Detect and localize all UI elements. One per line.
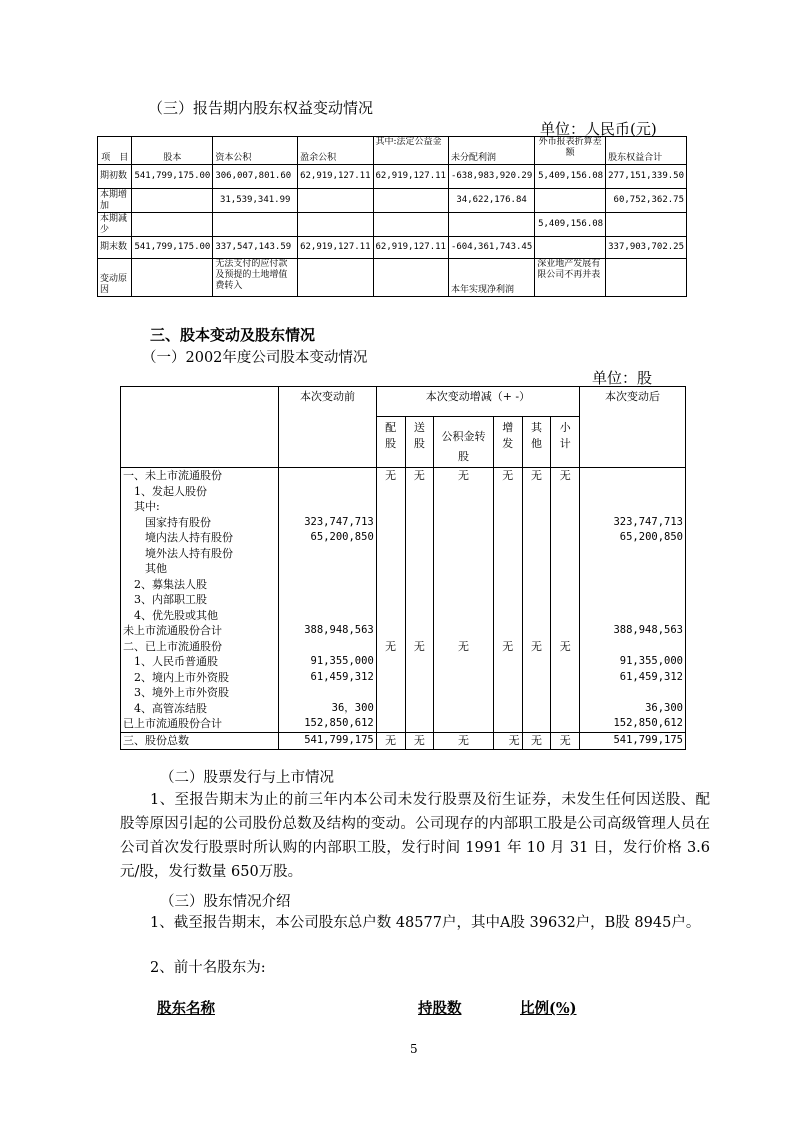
page-number: 5: [410, 1042, 418, 1056]
equity-cell: [535, 189, 606, 213]
share-row-flag: [405, 608, 434, 624]
share-row-flag: 无: [493, 639, 522, 655]
equity-row: [98, 237, 687, 259]
share-row-flag: 无: [522, 639, 551, 655]
share-row-flag: [376, 716, 405, 732]
share-row-flag: [434, 654, 494, 670]
total-before: 541,799,175: [279, 732, 377, 749]
share-row-flag: [522, 530, 551, 546]
share-row-flag: [376, 577, 405, 593]
share-row-label: 其中:: [121, 499, 279, 515]
share-row-label: 境内法人持有股份: [121, 530, 279, 546]
share-row-before: 65,200,850: [279, 530, 377, 546]
share-row-flag: [493, 484, 522, 500]
share-row: [121, 515, 686, 531]
share-row-flag: [551, 561, 580, 577]
share-row-flag: [405, 561, 434, 577]
header-before: 本次变动前: [279, 387, 377, 468]
share-row-before: [279, 499, 377, 515]
share-row-flag: [434, 685, 494, 701]
equity-cell: [373, 213, 448, 237]
share-row-flag: [493, 670, 522, 686]
share-row-flag: [405, 484, 434, 500]
share-row-flag: [434, 577, 494, 593]
share-row-label: 4、高管冻结股: [121, 701, 279, 717]
share-row-label: 2、募集法人股: [121, 577, 279, 593]
header-sub-reserve: [434, 417, 494, 468]
share-row-flag: [376, 546, 405, 562]
equity-row: [98, 165, 687, 189]
holders-top10-intro: 2、前十名股东为:: [150, 960, 266, 976]
share-row: [121, 468, 686, 484]
share-row-flag: [434, 608, 494, 624]
share-rows: [121, 468, 686, 733]
share-row-before: 91,355,000: [279, 654, 377, 670]
share-row-flag: [551, 499, 580, 515]
share-row-flag: [493, 685, 522, 701]
share-row-flag: [376, 654, 405, 670]
share-row-flag: [376, 499, 405, 515]
section3-subtitle: （一）2002年度公司股本变动情况: [142, 350, 368, 366]
share-row-flag: [493, 592, 522, 608]
share-row: [121, 561, 686, 577]
share-row-flag: [434, 561, 494, 577]
equity-cell: 62,919,127.11: [373, 237, 448, 259]
share-row-after: [580, 546, 686, 562]
share-row-flag: [522, 716, 551, 732]
share-row-after: 36,300: [580, 701, 686, 717]
share-row-label: 1、发起人股份: [121, 484, 279, 500]
equity-h7: 股东权益合计: [606, 137, 687, 165]
equity-h4: 其中:法定公益金: [373, 137, 448, 165]
share-row-flag: [434, 499, 494, 515]
share-row-label: 2、境内上市外资股: [121, 670, 279, 686]
share-row-flag: [405, 716, 434, 732]
equity-cell: [373, 259, 448, 297]
share-row-label: 3、境外上市外资股: [121, 685, 279, 701]
equity-row-label: 本期减少: [98, 213, 132, 237]
equity-cell: [606, 213, 687, 237]
share-row-flag: [522, 685, 551, 701]
equity-heading: （三）报告期内股东权益变动情况: [148, 99, 374, 117]
total-flag: 无: [493, 732, 522, 749]
equity-row-label: 期末数: [98, 237, 132, 259]
equity-h1: 股本: [132, 137, 213, 165]
equity-row-label: 本期增加: [98, 189, 132, 213]
share-row-flag: [405, 577, 434, 593]
share-row-before: [279, 685, 377, 701]
equity-row-label: 变动原因: [98, 259, 132, 297]
share-row: [121, 685, 686, 701]
share-row-flag: [376, 701, 405, 717]
header-change: 本次变动增减（+ -）: [376, 387, 579, 417]
equity-cell: 62,919,127.11: [298, 237, 373, 259]
share-row-flag: [522, 577, 551, 593]
share-row-label: 二、已上市流通股份: [121, 639, 279, 655]
equity-cell: [606, 259, 687, 297]
share-row-flag: 无: [551, 468, 580, 484]
share-row: [121, 484, 686, 500]
share-row-flag: [522, 623, 551, 639]
share-row-flag: [522, 484, 551, 500]
share-row-flag: [522, 561, 551, 577]
share-row-flag: [551, 670, 580, 686]
equity-table: [97, 136, 687, 297]
equity-row: [98, 213, 687, 237]
share-row: [121, 530, 686, 546]
share-row-flag: [551, 701, 580, 717]
equity-cell: 277,151,339.50: [606, 165, 687, 189]
share-row-after: [580, 592, 686, 608]
share-row-after: [580, 561, 686, 577]
total-flag: 无: [376, 732, 405, 749]
share-row-after: [580, 608, 686, 624]
share-row-flag: 无: [405, 468, 434, 484]
share-row-after: [580, 577, 686, 593]
share-row: [121, 577, 686, 593]
equity-cell: [132, 189, 213, 213]
share-row-before: [279, 608, 377, 624]
equity-cell: 306,007,801.60: [213, 165, 298, 189]
holders-paragraph: 1、截至报告期末，本公司股东总户数 48577户，其中A股 39632户，B股 8945户。: [150, 915, 701, 931]
share-row-flag: [551, 515, 580, 531]
share-row-flag: 无: [434, 639, 494, 655]
total-flag: 无: [551, 732, 580, 749]
share-row-flag: [493, 716, 522, 732]
share-row-label: 未上市流通股份合计: [121, 623, 279, 639]
share-row: [121, 608, 686, 624]
share-row-after: [580, 499, 686, 515]
total-flag: 无: [522, 732, 551, 749]
share-row-before: 36，300: [279, 701, 377, 717]
header-sub-text: 配股: [385, 421, 397, 450]
share-row-flag: 无: [522, 468, 551, 484]
share-row-flag: [493, 623, 522, 639]
share-row-after: 388,948,563: [580, 623, 686, 639]
equity-cell: 337,903,702.25: [606, 237, 687, 259]
share-row-flag: [405, 515, 434, 531]
equity-h5: 未分配利润: [448, 137, 534, 165]
header-sub-text: 增发: [502, 421, 514, 450]
equity-h2: 资本公积: [213, 137, 298, 165]
equity-cell: 541,799,175.00: [132, 237, 213, 259]
share-row-flag: [551, 592, 580, 608]
header-sub-issue: [493, 417, 522, 468]
section3-title: 三、股本变动及股东情况: [150, 326, 316, 344]
equity-cell: [373, 189, 448, 213]
share-row-flag: [522, 654, 551, 670]
header-sub-rights: [376, 417, 405, 468]
equity-cell: 无法支付的应付款及预提的土地增值费转入: [213, 259, 298, 297]
share-row-flag: [376, 670, 405, 686]
equity-h6: 外币报表折算差额: [535, 137, 606, 165]
equity-row-label: 期初数: [98, 165, 132, 189]
share-row: [121, 623, 686, 639]
share-row-flag: [376, 530, 405, 546]
equity-cell: 337,547,143.59: [213, 237, 298, 259]
equity-cell: 62,919,127.11: [373, 165, 448, 189]
share-row-flag: [493, 701, 522, 717]
share-row-flag: [493, 499, 522, 515]
share-row: [121, 592, 686, 608]
share-row-flag: [376, 592, 405, 608]
share-row-flag: [405, 623, 434, 639]
share-row-flag: [493, 515, 522, 531]
share-row-flag: [551, 623, 580, 639]
header-after: 本次变动后: [580, 387, 686, 468]
equity-cell: 5,409,156.08: [535, 213, 606, 237]
share-row-before: [279, 577, 377, 593]
share-row-flag: [405, 701, 434, 717]
share-row-flag: [405, 592, 434, 608]
share-row-before: 388,948,563: [279, 623, 377, 639]
share-row-flag: [434, 623, 494, 639]
share-row-after: [580, 468, 686, 484]
share-row-flag: [405, 546, 434, 562]
share-row-flag: [434, 592, 494, 608]
share-row-after: [580, 484, 686, 500]
equity-cell: 62,919,127.11: [298, 165, 373, 189]
header-sub-text: 其他: [530, 421, 542, 450]
share-row: [121, 499, 686, 515]
share-row-flag: [493, 530, 522, 546]
share-row-flag: [376, 608, 405, 624]
share-row-label: 国家持有股份: [121, 515, 279, 531]
share-row-flag: [434, 530, 494, 546]
share-row-flag: 无: [551, 639, 580, 655]
equity-cell: [298, 189, 373, 213]
share-row-flag: [376, 623, 405, 639]
share-row-after: [580, 639, 686, 655]
share-row-before: [279, 561, 377, 577]
share-row-flag: 无: [376, 639, 405, 655]
share-row: [121, 670, 686, 686]
share-row-flag: [405, 654, 434, 670]
total-flag: 无: [434, 732, 494, 749]
share-row-flag: [493, 577, 522, 593]
shares-unit: 单位：股: [592, 369, 653, 387]
share-row-flag: [551, 608, 580, 624]
equity-row: [98, 259, 687, 297]
share-row-flag: [551, 530, 580, 546]
share-row-before: 152,850,612: [279, 716, 377, 732]
share-row-before: [279, 468, 377, 484]
share-row: [121, 701, 686, 717]
share-row-flag: [522, 499, 551, 515]
total-after: 541,799,175: [580, 732, 686, 749]
share-row-flag: [493, 608, 522, 624]
share-row-flag: [405, 530, 434, 546]
share-row-label: 1、人民币普通股: [121, 654, 279, 670]
equity-unit: 单位：人民币(元): [540, 120, 657, 138]
share-row-after: 91,355,000: [580, 654, 686, 670]
share-row: [121, 654, 686, 670]
header-sub-text: 送股: [413, 421, 425, 450]
share-row-before: [279, 546, 377, 562]
equity-cell: -604,361,743.45: [448, 237, 534, 259]
col-ratio: 比例(%): [520, 1000, 577, 1017]
share-row-flag: [376, 515, 405, 531]
equity-h0: 项 目: [98, 137, 132, 165]
share-row-flag: [522, 701, 551, 717]
share-row-flag: [405, 670, 434, 686]
share-row-flag: 无: [405, 639, 434, 655]
share-row-flag: [522, 592, 551, 608]
header-sub-other: [522, 417, 551, 468]
share-row-flag: [551, 577, 580, 593]
share-row-flag: 无: [434, 468, 494, 484]
share-row-flag: [551, 654, 580, 670]
share-row-flag: [551, 484, 580, 500]
share-row: [121, 639, 686, 655]
share-row-flag: [551, 546, 580, 562]
share-row-after: 323,747,713: [580, 515, 686, 531]
col-holder-name: 股东名称: [157, 1000, 215, 1017]
share-row-flag: [522, 515, 551, 531]
equity-cell: [298, 213, 373, 237]
equity-cell: [448, 213, 534, 237]
equity-cell: 60,752,362.75: [606, 189, 687, 213]
header-sub-text: 小计: [559, 421, 571, 450]
share-row-label: 一、未上市流通股份: [121, 468, 279, 484]
share-row-before: [279, 592, 377, 608]
share-row: [121, 546, 686, 562]
header-sub-subtotal: [551, 417, 580, 468]
equity-cell: 541,799,175.00: [132, 165, 213, 189]
share-header-blank: [121, 387, 279, 468]
share-row-flag: [522, 608, 551, 624]
equity-cell: 本年实现净利润: [448, 259, 534, 297]
share-row-flag: 无: [493, 468, 522, 484]
share-row-label: 境外法人持有股份: [121, 546, 279, 562]
equity-cell: [132, 213, 213, 237]
col-shares: 持股数: [418, 1000, 462, 1017]
share-row-flag: [405, 685, 434, 701]
share-row-flag: [376, 685, 405, 701]
holders-heading: （三）股东情况介绍: [160, 894, 291, 910]
share-row-after: 65,200,850: [580, 530, 686, 546]
share-row-label: 已上市流通股份合计: [121, 716, 279, 732]
share-row-flag: 无: [376, 468, 405, 484]
equity-cell: 34,622,176.84: [448, 189, 534, 213]
share-row-before: [279, 639, 377, 655]
equity-header-row: [98, 137, 687, 165]
issue-paragraph: 1、至报告期末为止的前三年内本公司未发行股票及衍生证券，未发生任何因送股、配股等原因引起的公司股份总数及结构的变动。公司现存的内部职工股是公司高级管理人员在公司首次发行股票时所认购的内部职工股，发行时间 1991 年 10 月 31 日，发行价格 3.6元/股，发行数量 650万股。: [120, 792, 710, 880]
equity-cell: [298, 259, 373, 297]
total-label: 三、股份总数: [121, 732, 279, 749]
share-row-flag: [434, 670, 494, 686]
equity-h3: 盈余公积: [298, 137, 373, 165]
share-row-flag: [522, 546, 551, 562]
share-change-table: [120, 386, 686, 750]
share-row-flag: [434, 546, 494, 562]
share-row-flag: [493, 546, 522, 562]
share-row-flag: [522, 670, 551, 686]
equity-cell: [213, 213, 298, 237]
share-row-flag: [434, 701, 494, 717]
header-sub-bonus: [405, 417, 434, 468]
share-row-flag: [376, 561, 405, 577]
share-row-after: 61,459,312: [580, 670, 686, 686]
share-row-before: [279, 484, 377, 500]
issue-heading: （二）股票发行与上市情况: [160, 770, 334, 786]
share-row-flag: [551, 685, 580, 701]
equity-cell: [535, 237, 606, 259]
equity-cell: 深业地产发展有限公司不再并表: [535, 259, 606, 297]
share-row-flag: [493, 654, 522, 670]
share-row-flag: [434, 484, 494, 500]
share-row-before: 323,747,713: [279, 515, 377, 531]
share-row-flag: [434, 515, 494, 531]
share-row-label: 4、优先股或其他: [121, 608, 279, 624]
equity-cell: 31,539,341.99: [213, 189, 298, 213]
share-row-flag: [493, 561, 522, 577]
share-row-after: 152,850,612: [580, 716, 686, 732]
total-row: [121, 732, 686, 749]
share-row-label: 3、内部职工股: [121, 592, 279, 608]
header-sub-text: 公积金转股: [441, 430, 486, 463]
share-row-flag: [376, 484, 405, 500]
equity-cell: -638,983,920.29: [448, 165, 534, 189]
equity-cell: [132, 259, 213, 297]
equity-row: [98, 189, 687, 213]
share-row-flag: [551, 716, 580, 732]
share-row-after: [580, 685, 686, 701]
share-row: [121, 716, 686, 732]
share-row-before: 61,459,312: [279, 670, 377, 686]
total-flag: 无: [405, 732, 434, 749]
share-row-flag: [434, 716, 494, 732]
share-row-flag: [405, 499, 434, 515]
equity-cell: 5,409,156.08: [535, 165, 606, 189]
share-row-label: 其他: [121, 561, 279, 577]
